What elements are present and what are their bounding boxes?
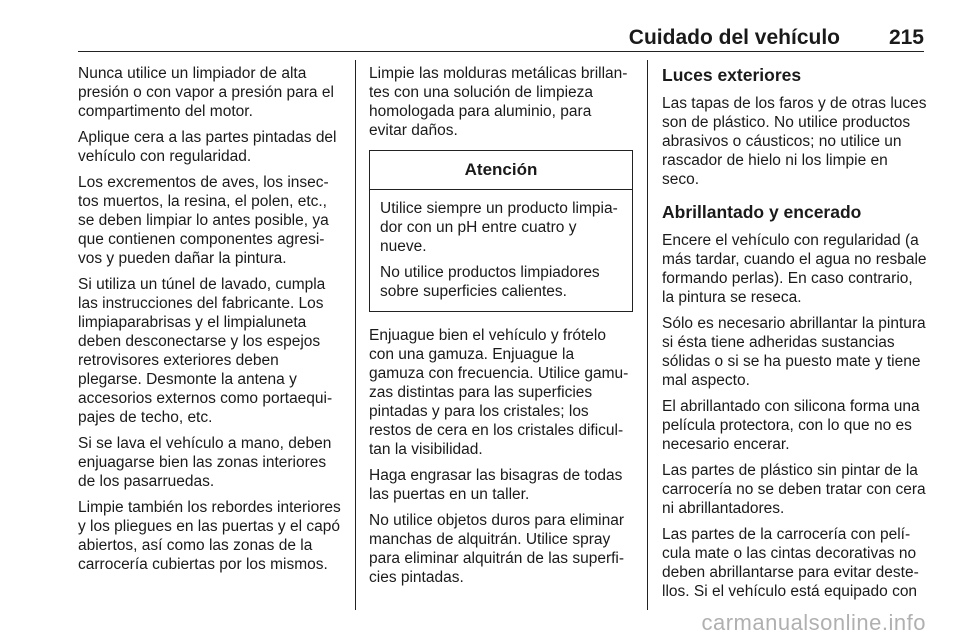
column-divider-2 [647, 60, 648, 610]
paragraph: Encere el vehículo con regularidad (a más tardar, cuando el agua no resbale formando perlas). En caso contrario, la pintura se reseca. [662, 232, 927, 306]
page-header [78, 22, 924, 52]
paragraph: Nunca utilice un limpiador de alta presión o con vapor a presión para el compartimento del motor. [78, 65, 334, 120]
header-rule [78, 51, 924, 52]
caution-body [370, 190, 632, 311]
paragraph: Enjuague bien el vehículo y frótelo con una gamuza. Enjuague la gamuza con frecuencia. Utilice gamuzas distintas para las superficies pintadas y para los cristales; los restos de cera en los cristales dificultan la visibilidad. [369, 327, 629, 458]
watermark: carmanualsonline.info [701, 610, 926, 635]
paragraph: Haga engrasar las bisagras de todas las puertas en un taller. [369, 467, 623, 503]
paragraph: Limpie también los rebordes interiores y los pliegues en las puertas y el capó abiertos, así como las zonas de la carrocería cubiertas por los mismos. [78, 499, 341, 573]
paragraph: El abrillantado con silicona forma una película protectora, con lo que no es necesario encerar. [662, 398, 920, 453]
section-title-polishing: Abrillantado y encerado [662, 202, 862, 222]
caution-title: Atención [370, 151, 632, 190]
paragraph: Los excrementos de aves, los insectos muertos, la resina, el polen, etc., se deben limpiar lo antes posible, ya que contienen componentes agresivos y pueden dañar la pintura. [78, 174, 329, 267]
paragraph: Si utiliza un túnel de lavado, cumpla las instrucciones del fabricante. Los limpiaparabrisas y el limpialuneta deben desconectarse y los espejos retrovisores exteriores deben plegarse. Desmonte la antena y accesorios externos como portaequipajes de techo, etc. [78, 276, 333, 426]
paragraph: Sólo es necesario abrillantar la pintura si ésta tiene adheridas sustancias sólidas o si se ha puesto mate y tiene mal aspecto. [662, 315, 926, 389]
caution-text: No utilice productos limpiadores sobre superficies calientes. [380, 264, 600, 300]
paragraph: Las partes de la carrocería con película mate o las cintas decorativas no deben abrillantarse para evitar destellos. Si el vehículo está equipado con [662, 526, 919, 600]
caution-box [369, 150, 633, 312]
page-number: 215 [888, 26, 924, 49]
paragraph: No utilice objetos duros para eliminar manchas de alquitrán. Utilice spray para eliminar alquitrán de las superficies pintadas. [369, 512, 625, 586]
paragraph: Las partes de plástico sin pintar de la carrocería no se deben tratar con cera ni abrillantadores. [662, 462, 926, 517]
paragraph: Las tapas de los faros y de otras luces son de plástico. No utilice productos abrasivos o cáusticos; no utilice un rascador de hielo ni los limpie en seco. [662, 95, 927, 188]
section-title-exterior-lights: Luces exteriores [662, 65, 802, 85]
paragraph: Aplique cera a las partes pintadas del vehículo con regularidad. [78, 129, 337, 165]
column-divider-1 [355, 60, 356, 610]
header-title: Cuidado del vehículo [628, 26, 840, 49]
paragraph: Limpie las molduras metálicas brillantes con una solución de limpieza homologada para aluminio, para evitar daños. [369, 65, 628, 139]
column-3 [662, 64, 928, 608]
column-1 [78, 64, 342, 581]
caution-text: Utilice siempre un producto limpiador con un pH entre cuatro y nueve. [380, 200, 618, 255]
paragraph: Si se lava el vehículo a mano, deben enjuagarse bien las zonas interiores de los pasarruedas. [78, 435, 332, 490]
column-2 [369, 64, 633, 594]
